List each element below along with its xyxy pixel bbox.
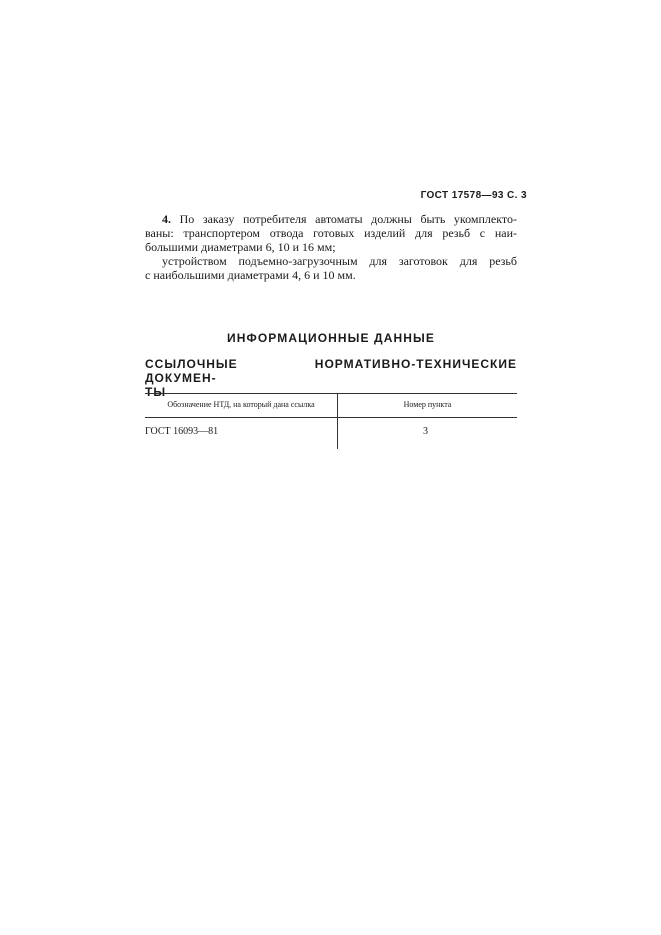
cell-clause-number: 3 bbox=[423, 426, 428, 437]
header-clause-number: Номер пункта bbox=[338, 394, 518, 418]
cell-designation: ГОСТ 16093—81 bbox=[145, 418, 338, 450]
paragraph-4-line-3: большими диаметрами 6, 10 и 16 мм; bbox=[145, 240, 336, 254]
info-section-title: ИНФОРМАЦИОННЫЕ ДАННЫЕ bbox=[227, 331, 435, 345]
info-section-subtitle-line-1: ССЫЛОЧНЫЕ НОРМАТИВНО-ТЕХНИЧЕСКИЕ ДОКУМЕН- bbox=[145, 357, 517, 385]
paragraph-device-line-2: с наибольшими диаметрами 4, 6 и 10 мм. bbox=[145, 268, 356, 282]
paragraph-4-line-1-text: По заказу потребителя автоматы должны быть укомплекто- bbox=[179, 212, 517, 226]
paragraph-4-number: 4. bbox=[162, 212, 171, 226]
paragraph-4-line-2: ваны: транспортером отвода готовых изделий для резьб с наи- bbox=[145, 226, 517, 240]
table-row bbox=[145, 418, 517, 450]
paragraph-4-line-1 bbox=[145, 212, 517, 226]
reference-table-header-row bbox=[145, 394, 517, 418]
paragraph-device-line-1: устройством подъемно-загрузочным для заготовок для резьб bbox=[162, 254, 517, 268]
info-section-subtitle-line-2: ТЫ bbox=[145, 385, 167, 399]
reference-table bbox=[145, 393, 517, 449]
paragraph-device bbox=[145, 254, 517, 282]
paragraph-4 bbox=[145, 212, 517, 254]
header-designation: Обозначение НТД, на который дана ссылка bbox=[145, 394, 338, 418]
page-header-doc-ref: ГОСТ 17578—93 С. 3 bbox=[420, 190, 527, 201]
